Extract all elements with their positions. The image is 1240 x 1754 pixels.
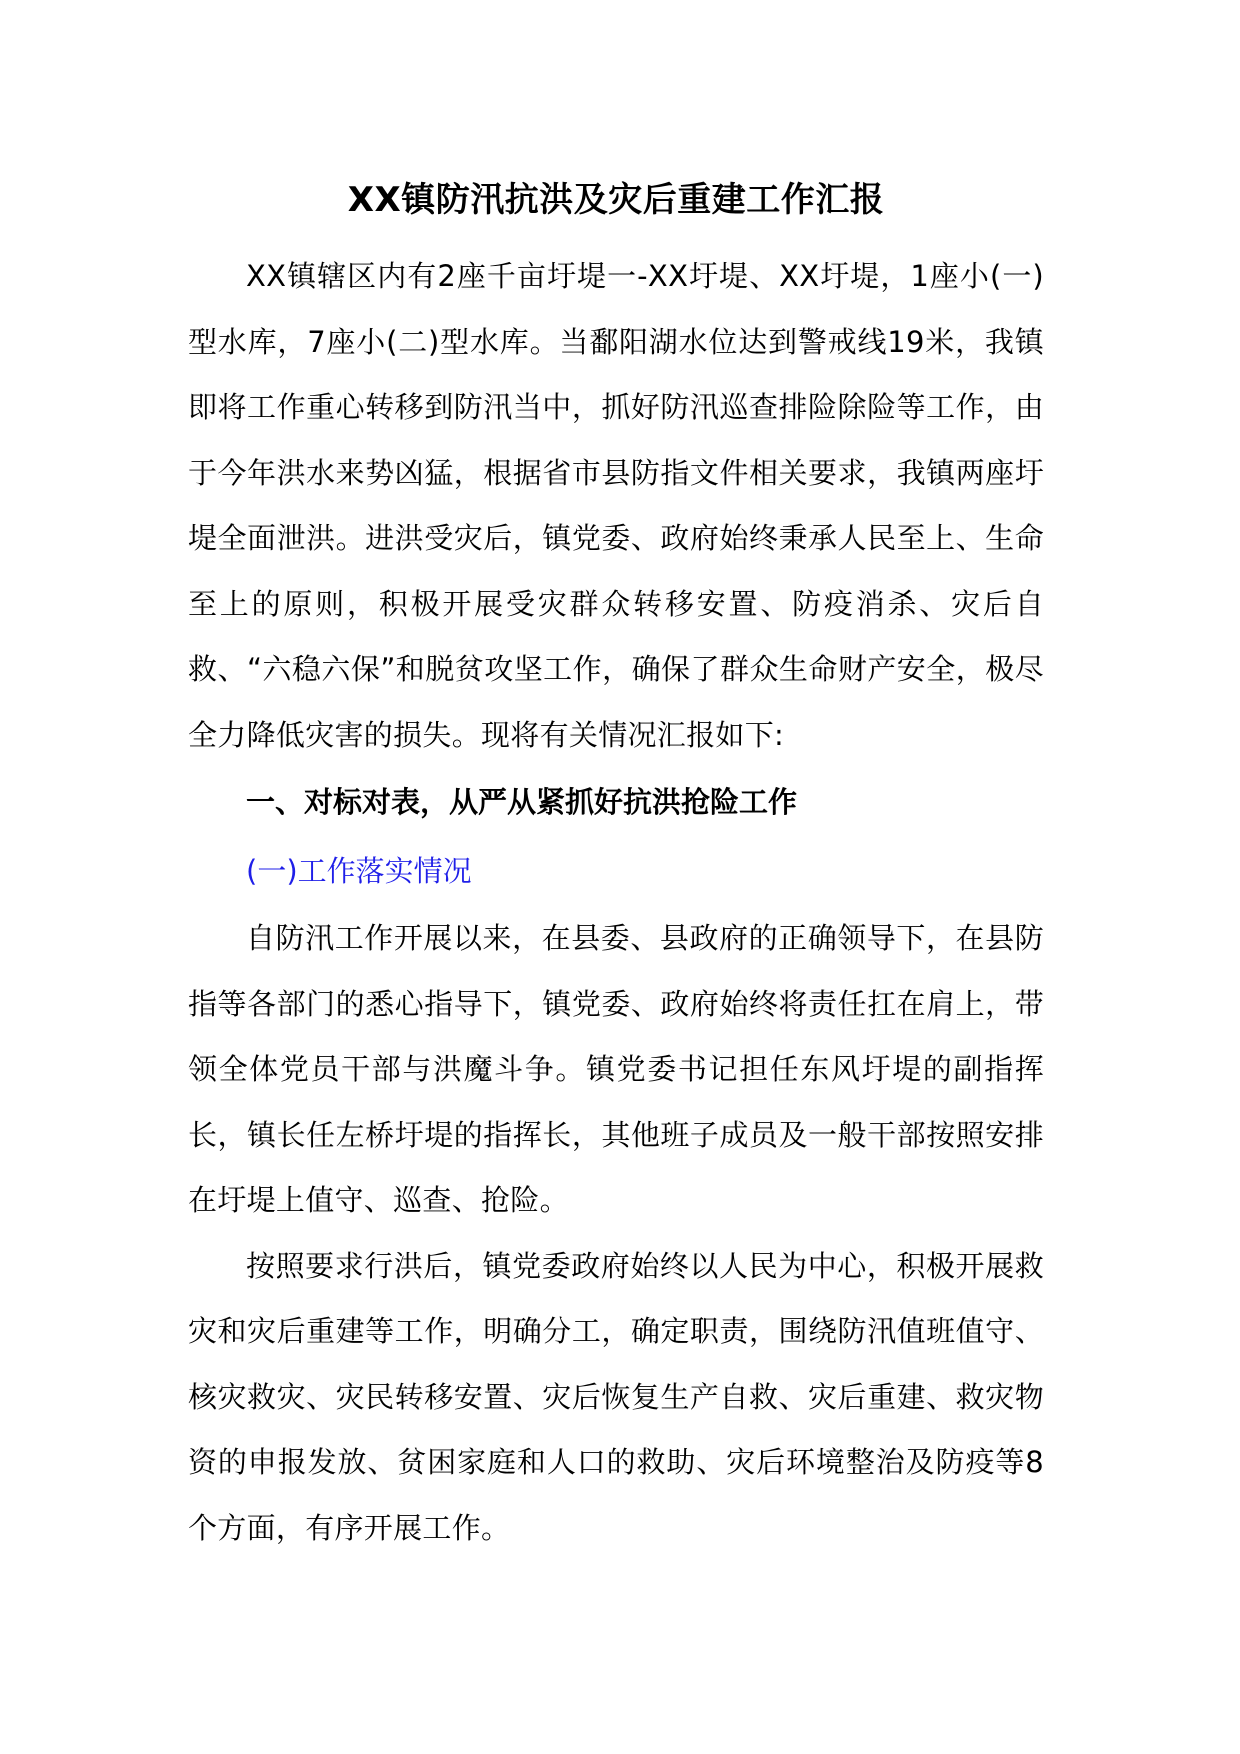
intro-paragraph: XX镇辖区内有2座千亩圩堤一-XX圩堤、XX圩堤，1座小(一)型水库，7座小(二)型水库。当鄱阳湖水位达到警戒线19米，我镇即将工作重心转移到防汛当中，抓好防汛巡查排险除险等工作，由于今年洪水来势凶猛，根据省市县防指文件相关要求，我镇两座圩堤全面泄洪。进洪受灾后，镇党委、政府始终秉承人民至上、生命至上的原则，积极开展受灾群众转移安置、防疫消杀、灾后自救、“六稳六保”和脱贫攻坚工作，确保了群众生命财产安全，极尽全力降低灾害的损失。现将有关情况汇报如下: [188, 259, 1044, 752]
subsection-heading-1: (一)工作落实情况 [246, 854, 472, 888]
document-title: XX镇防汛抗洪及灾后重建工作汇报 [347, 180, 885, 220]
body-paragraph-2: 按照要求行洪后，镇党委政府始终以人民为中心，积极开展救灾和灾后重建等工作，明确分工，确定职责，围绕防汛值班值守、核灾救灾、灾民转移安置、灾后恢复生产自救、灾后重建、救灾物资的申报发放、贫困家庭和人口的救助、灾后环境整治及防疫等8个方面，有序开展工作。 [188, 1248, 1044, 1545]
section-heading-1: 一、对标对表，从严从紧抓好抗洪抢险工作 [246, 785, 798, 819]
body-paragraph-1: 自防汛工作开展以来，在县委、县政府的正确领导下，在县防指等各部门的悉心指导下，镇党委、政府始终将责任扛在肩上，带领全体党员干部与洪魔斗争。镇党委书记担任东风圩堤的副指挥长，镇长任左桥圩堤的指挥长，其他班子成员及一般干部按照安排在圩堤上值守、巡查、抢险。 [188, 921, 1044, 1217]
document-body [188, 172, 1044, 1561]
